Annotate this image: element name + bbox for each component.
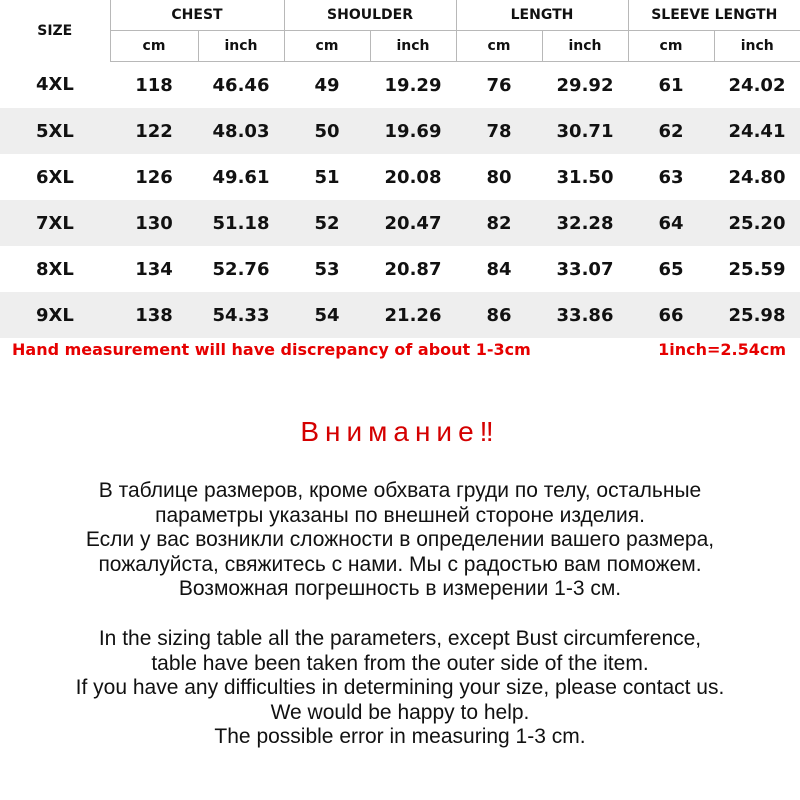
table-row (0, 154, 800, 200)
table-cell: 25.98 (714, 292, 800, 338)
table-cell: 24.41 (714, 108, 800, 154)
english-line: table have been taken from the outer side of the item. (151, 651, 649, 675)
russian-line: В таблице размеров, кроме обхвата груди по телу, остальные (98, 479, 702, 502)
table-cell: 25.20 (714, 200, 800, 246)
size-cell: 6XL (0, 154, 110, 200)
table-cell: 52 (284, 200, 370, 246)
english-line: In the sizing table all the parameters, except Bust circumference, (98, 627, 702, 650)
table-cell: 30.71 (542, 108, 628, 154)
unit-header-inch: inch (714, 31, 800, 62)
table-row (0, 200, 800, 246)
size-cell: 7XL (0, 200, 110, 246)
discrepancy-note: Hand measurement will have discrepancy of about 1-3cm (12, 340, 531, 359)
inch-conversion-note: 1inch=2.54cm (658, 340, 786, 359)
table-cell: 84 (456, 246, 542, 292)
size-cell: 5XL (0, 108, 110, 154)
table-cell: 33.07 (542, 246, 628, 292)
table-cell: 49.61 (198, 154, 284, 200)
table-cell: 82 (456, 200, 542, 246)
table-cell: 51.18 (198, 200, 284, 246)
table-cell: 49 (284, 62, 370, 109)
table-cell: 138 (110, 292, 198, 338)
russian-line: параметры указаны по внешней стороне изделия. (155, 503, 645, 527)
unit-header-cm: cm (284, 31, 370, 62)
table-row (0, 292, 800, 338)
chest-header: CHEST (110, 0, 284, 31)
table-cell: 80 (456, 154, 542, 200)
english-line: The possible error in measuring 1-3 cm. (214, 725, 586, 748)
table-cell: 20.87 (370, 246, 456, 292)
table-cell: 78 (456, 108, 542, 154)
russian-instructions (0, 479, 800, 602)
sleeve-length-header: SLEEVE LENGTH (628, 0, 800, 31)
table-cell: 31.50 (542, 154, 628, 200)
table-cell: 19.29 (370, 62, 456, 109)
unit-header-inch: inch (370, 31, 456, 62)
table-cell: 19.69 (370, 108, 456, 154)
table-cell: 20.47 (370, 200, 456, 246)
table-cell: 63 (628, 154, 714, 200)
table-row (0, 246, 800, 292)
table-row (0, 62, 800, 109)
shoulder-header: SHOULDER (284, 0, 456, 31)
table-cell: 54.33 (198, 292, 284, 338)
table-row (0, 108, 800, 154)
table-cell: 64 (628, 200, 714, 246)
table-cell: 65 (628, 246, 714, 292)
table-cell: 86 (456, 292, 542, 338)
table-cell: 24.80 (714, 154, 800, 200)
size-cell: 8XL (0, 246, 110, 292)
table-cell: 21.26 (370, 292, 456, 338)
english-instructions (0, 627, 800, 750)
table-cell: 29.92 (542, 62, 628, 109)
table-cell: 62 (628, 108, 714, 154)
unit-header-inch: inch (198, 31, 284, 62)
size-chart-table (0, 0, 800, 338)
unit-header-inch: inch (542, 31, 628, 62)
english-line: If you have any difficulties in determining your size, please contact us. (75, 676, 725, 699)
table-cell: 32.28 (542, 200, 628, 246)
table-cell: 130 (110, 200, 198, 246)
table-cell: 20.08 (370, 154, 456, 200)
table-cell: 54 (284, 292, 370, 338)
unit-header-cm: cm (628, 31, 714, 62)
length-header: LENGTH (456, 0, 628, 31)
unit-header-cm: cm (456, 31, 542, 62)
table-cell: 51 (284, 154, 370, 200)
table-cell: 24.02 (714, 62, 800, 109)
table-cell: 50 (284, 108, 370, 154)
table-cell: 52.76 (198, 246, 284, 292)
russian-line: Возможная погрешность в измерении 1-3 см. (178, 577, 622, 600)
table-cell: 134 (110, 246, 198, 292)
size-column-header: SIZE (37, 22, 73, 39)
unit-header-cm: cm (110, 31, 198, 62)
table-cell: 48.03 (198, 108, 284, 154)
english-line: We would be happy to help. (270, 700, 530, 724)
table-cell: 118 (110, 62, 198, 109)
table-cell: 66 (628, 292, 714, 338)
table-cell: 122 (110, 108, 198, 154)
size-cell: 9XL (0, 292, 110, 338)
table-cell: 46.46 (198, 62, 284, 109)
russian-line: пожалуйста, свяжитесь с нами. Мы с радостью вам поможем. (98, 552, 702, 576)
table-cell: 61 (628, 62, 714, 109)
measurement-note-row (0, 336, 800, 366)
table-cell: 76 (456, 62, 542, 109)
table-cell: 25.59 (714, 246, 800, 292)
table-cell: 126 (110, 154, 198, 200)
table-cell: 53 (284, 246, 370, 292)
attention-heading: Внимание‼ (300, 416, 500, 447)
size-cell: 4XL (0, 62, 110, 109)
table-cell: 33.86 (542, 292, 628, 338)
russian-line: Если у вас возникли сложности в определении вашего размера, (85, 528, 715, 551)
